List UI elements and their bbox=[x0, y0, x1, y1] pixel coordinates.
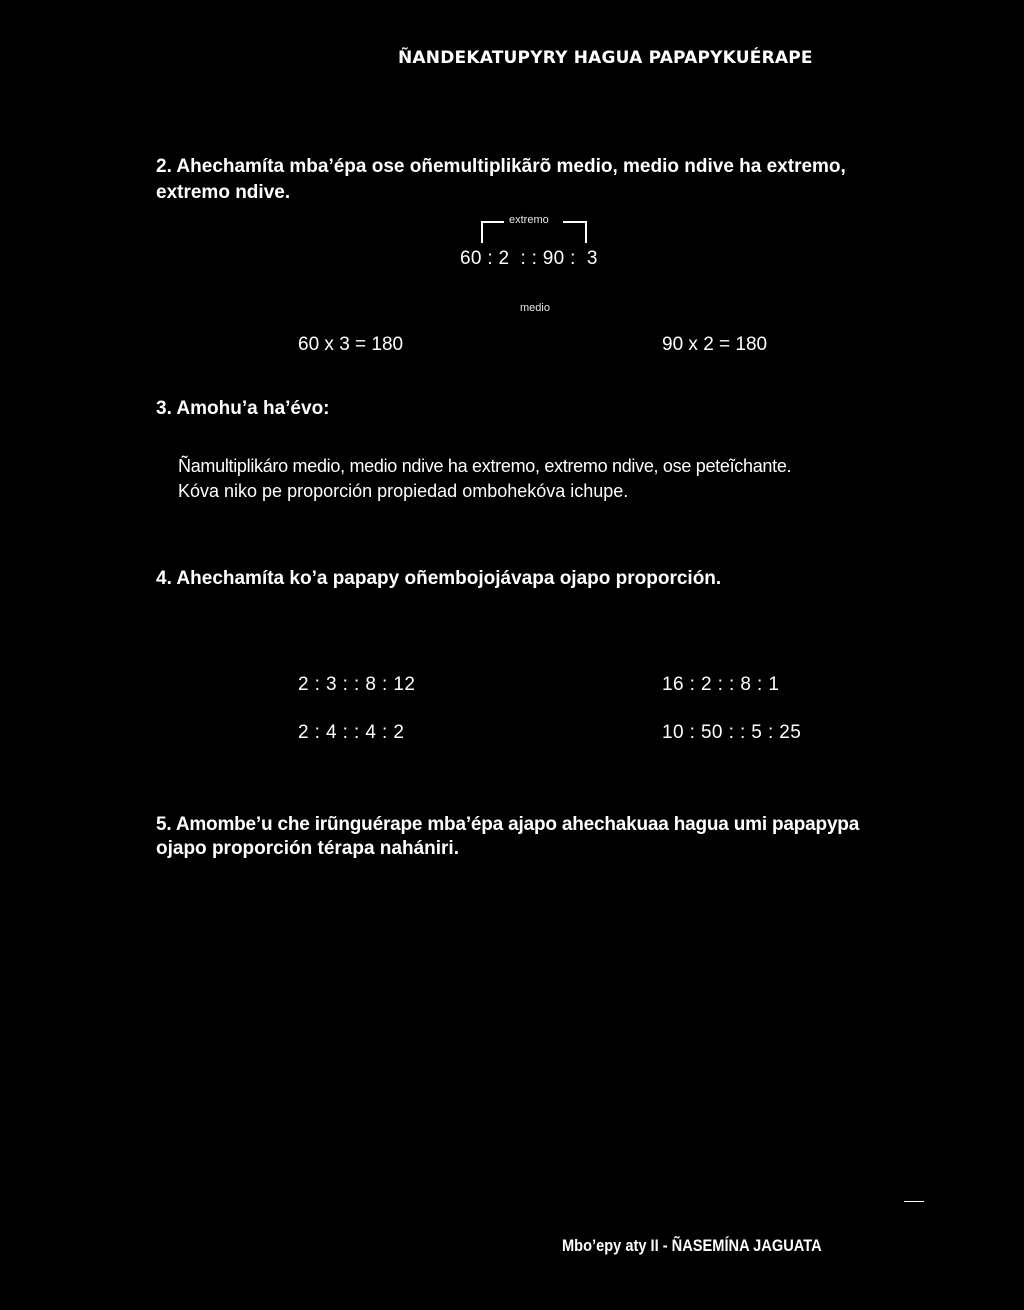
example-3: 2 : 4 : : 4 : 2 bbox=[298, 722, 405, 743]
footer-dash bbox=[904, 1201, 924, 1202]
footer-book-title: Mbo’epy aty II - ÑASEMÍNA JAGUATA bbox=[562, 1236, 822, 1255]
extremo-bracket-left-horizontal bbox=[481, 221, 504, 223]
extremo-bracket-left-vertical bbox=[481, 221, 483, 243]
example-1: 2 : 3 : : 8 : 12 bbox=[298, 674, 416, 695]
extremo-bracket-right-horizontal bbox=[563, 221, 587, 223]
extremes-product: 60 x 3 = 180 bbox=[298, 334, 404, 355]
example-2: 16 : 2 : : 8 : 1 bbox=[662, 674, 780, 695]
extremo-bracket-right-vertical bbox=[585, 221, 587, 243]
question-2-line-2: extremo ndive. bbox=[156, 182, 291, 203]
means-product: 90 x 2 = 180 bbox=[662, 334, 768, 355]
question-5-line-1: 5. Amombe’u che irũnguérape mba’épa ajapo ahechakuaa hagua umi papapypa bbox=[156, 814, 860, 835]
running-header: ÑANDEKATUPYRY HAGUA PAPAPYKUÉRAPE bbox=[398, 48, 813, 68]
property-paragraph-line-1: Ñamultiplikáro medio, medio ndive ha extremo, extremo ndive, ose peteĩchante. bbox=[178, 456, 792, 476]
medio-label: medio bbox=[520, 302, 550, 314]
property-paragraph-line-2: Kóva niko pe proporción propiedad ombohekóva ichupe. bbox=[178, 481, 629, 501]
question-5-line-2: ojapo proporción térapa nahániri. bbox=[156, 838, 459, 859]
question-2-line-1: 2. Ahechamíta mba’épa ose oñemultiplikãrõ medio, medio ndive ha extremo, bbox=[156, 156, 846, 177]
extremo-label: extremo bbox=[509, 214, 549, 226]
question-3-title: 3. Amohu’a ha’évo: bbox=[156, 398, 330, 419]
example-4: 10 : 50 : : 5 : 25 bbox=[662, 722, 802, 743]
proportion-expression: 60 : 2 : : 90 : 3 bbox=[460, 248, 598, 269]
question-4-title: 4. Ahechamíta ko’a papapy oñembojojávapa ojapo proporción. bbox=[156, 568, 722, 589]
